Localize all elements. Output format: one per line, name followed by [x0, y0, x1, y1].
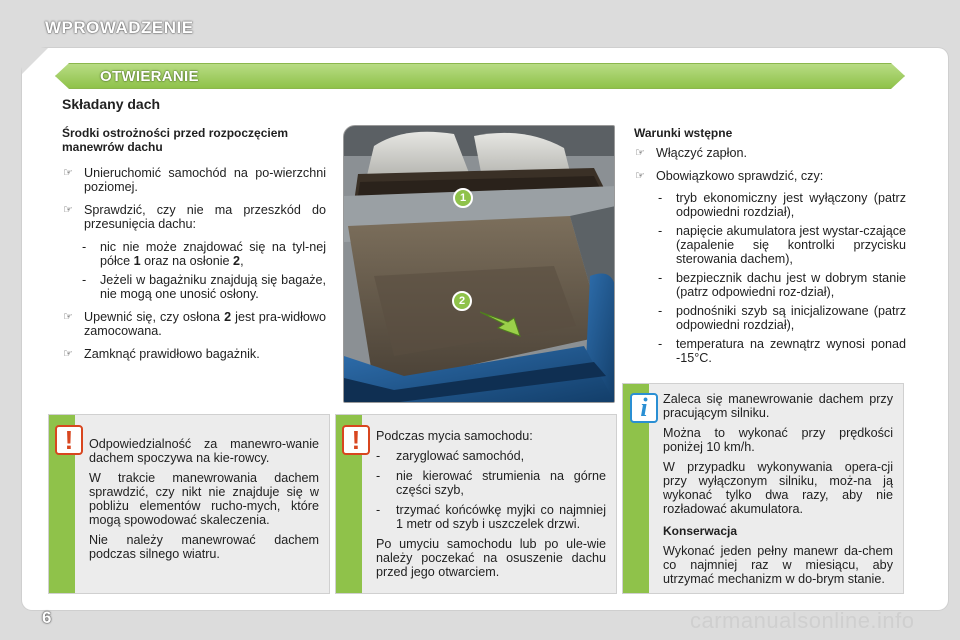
list-item [62, 203, 326, 231]
dash-marker: - [658, 191, 663, 205]
sub-list-item [62, 240, 326, 268]
sub-list-text: nic nie może znajdować się na tyl-nej półce [100, 240, 326, 268]
banner-title: OTWIERANIE [100, 68, 199, 85]
dash-marker: - [376, 469, 381, 483]
preconditions-heading: Warunki wstępne [634, 126, 733, 140]
info-box [622, 383, 904, 594]
list-item-text: Zamknąć prawidłowo bagażnik. [84, 347, 260, 361]
maintenance-heading: Konserwacja [663, 524, 738, 538]
sub-list-text: , [240, 254, 244, 268]
sub-list-item [376, 503, 606, 531]
sub-list-text: napięcie akumulatora jest wystar-czające (zapalenie się kontrolki przycisku sterowania dachem), [676, 224, 906, 266]
dash-marker: - [82, 273, 87, 287]
dash-marker: - [658, 337, 663, 351]
sub-list-item [376, 469, 606, 497]
pointing-hand-icon: ☞ [63, 204, 73, 216]
dash-marker: - [658, 271, 663, 285]
sub-list-item [634, 337, 906, 365]
list-item-text: Sprawdzić, czy nie ma przeszkód do przesunięcia dachu: [84, 203, 326, 231]
warning-box-responsibility [48, 414, 330, 594]
watermark: carmanualsonline.info [690, 608, 915, 633]
precautions-column [62, 126, 326, 361]
sub-list-text: podnośniki szyb są inicjalizowane (patrz odpowiedni rozdział), [676, 304, 906, 332]
list-item [62, 166, 326, 194]
list-item [634, 169, 906, 183]
list-item-text: jest pra-widłowo zamocowana. [84, 310, 326, 338]
info-paragraph: Wykonać jeden pełny manewr da-chem co najmniej raz w miesiącu, aby utrzymać mechanizm w do-brym stanie. [663, 544, 893, 586]
trunk-illustration [344, 126, 615, 403]
preconditions-column [634, 126, 906, 365]
dash-marker: - [376, 503, 381, 517]
info-box-content [663, 392, 893, 592]
info-icon: i [630, 393, 658, 423]
warning-box-content [89, 437, 319, 567]
marker-ref-2: 2 [233, 254, 241, 268]
sub-list-item [634, 191, 906, 219]
sub-list-item [634, 271, 906, 299]
sub-list-text: tryb ekonomiczny jest wyłączony (patrz odpowiedni rozdział), [676, 191, 906, 219]
pointing-hand-icon: ☞ [635, 170, 645, 182]
sub-list-item [62, 273, 326, 301]
sheet-corner [22, 48, 48, 74]
dash-marker: - [82, 240, 87, 254]
pointing-hand-icon: ☞ [63, 167, 73, 179]
warning-paragraph: Nie należy manewrować dachem podczas silnego wiatru. [89, 533, 319, 561]
photo-marker-1: 1 [453, 188, 473, 208]
sub-list-text: trzymać końcówkę myjki co najmniej 1 metr od szyb i uszczelek drzwi. [396, 503, 606, 531]
warning-icon: ! [55, 425, 83, 455]
list-item [634, 146, 906, 160]
warning-box-washing [335, 414, 617, 594]
marker-ref-2: 2 [224, 310, 232, 324]
warning-paragraph: Po umyciu samochodu lub po ule-wie należy poczekać na osuszenie dachu przed jego otwarciem. [376, 537, 606, 579]
precautions-heading: Środki ostrożności przed rozpoczęciem manewrów dachu [62, 126, 289, 154]
sub-list-item [376, 449, 606, 463]
page-title: WPROWADZENIE [45, 18, 194, 37]
marker-ref-1: 1 [133, 254, 141, 268]
warning-box-content [376, 429, 606, 585]
pointing-hand-icon: ☞ [63, 311, 73, 323]
info-paragraph: Można to wykonać przy prędkości poniżej 10 km/h. [663, 426, 893, 454]
warning-paragraph: Podczas mycia samochodu: [376, 429, 533, 443]
dash-marker: - [658, 304, 663, 318]
sub-list-item [634, 224, 906, 266]
dash-marker: - [658, 224, 663, 238]
list-item [62, 347, 326, 361]
warning-icon: ! [342, 425, 370, 455]
list-item-text: Obowiązkowo sprawdzić, czy: [656, 169, 824, 183]
trunk-photo [343, 125, 615, 403]
sub-list-text: temperatura na zewnątrz wynosi ponad -15°C. [676, 337, 906, 365]
info-paragraph: W przypadku wykonywania opera-cji przy wyłączonym silniku, moż-na ją wykonać tylko dwa razy, aby nie rozładować akumulatora. [663, 460, 893, 516]
sub-list-text: zaryglować samochód, [396, 449, 525, 463]
warning-paragraph: W trakcie manewrowania dachem sprawdzić, czy nikt nie znajduje się w pobliżu elementów rucho-mych, które mogą spowodować skaleczenia. [89, 471, 319, 527]
sub-list-text: Jeżeli w bagażniku znajdują się bagaże, nie mogą one unosić osłony. [100, 273, 326, 301]
photo-marker-2: 2 [452, 291, 472, 311]
sub-list-text: bezpiecznik dachu jest w dobrym stanie (patrz odpowiedni roz-dział), [676, 271, 906, 299]
sub-list-text: nie kierować strumienia na górne części szyb, [396, 469, 606, 497]
info-paragraph: Zaleca się manewrowanie dachem przy pracującym silniku. [663, 392, 893, 420]
section-title: Składany dach [62, 96, 161, 112]
page-number: 6 [42, 608, 52, 627]
sub-list-item [634, 304, 906, 332]
warning-paragraph: Odpowiedzialność za manewro-wanie dachem spoczywa na kie-rowcy. [89, 437, 319, 465]
pointing-hand-icon: ☞ [63, 348, 73, 360]
list-item-text: Upewnić się, czy osłona [84, 310, 225, 324]
list-item-text: Unieruchomić samochód na po-wierzchni poziomej. [84, 166, 326, 194]
pointing-hand-icon: ☞ [635, 147, 645, 159]
list-item-text: Włączyć zapłon. [656, 146, 747, 160]
list-item [62, 310, 326, 338]
dash-marker: - [376, 449, 381, 463]
sub-list-text: oraz na osłonie [140, 254, 234, 268]
